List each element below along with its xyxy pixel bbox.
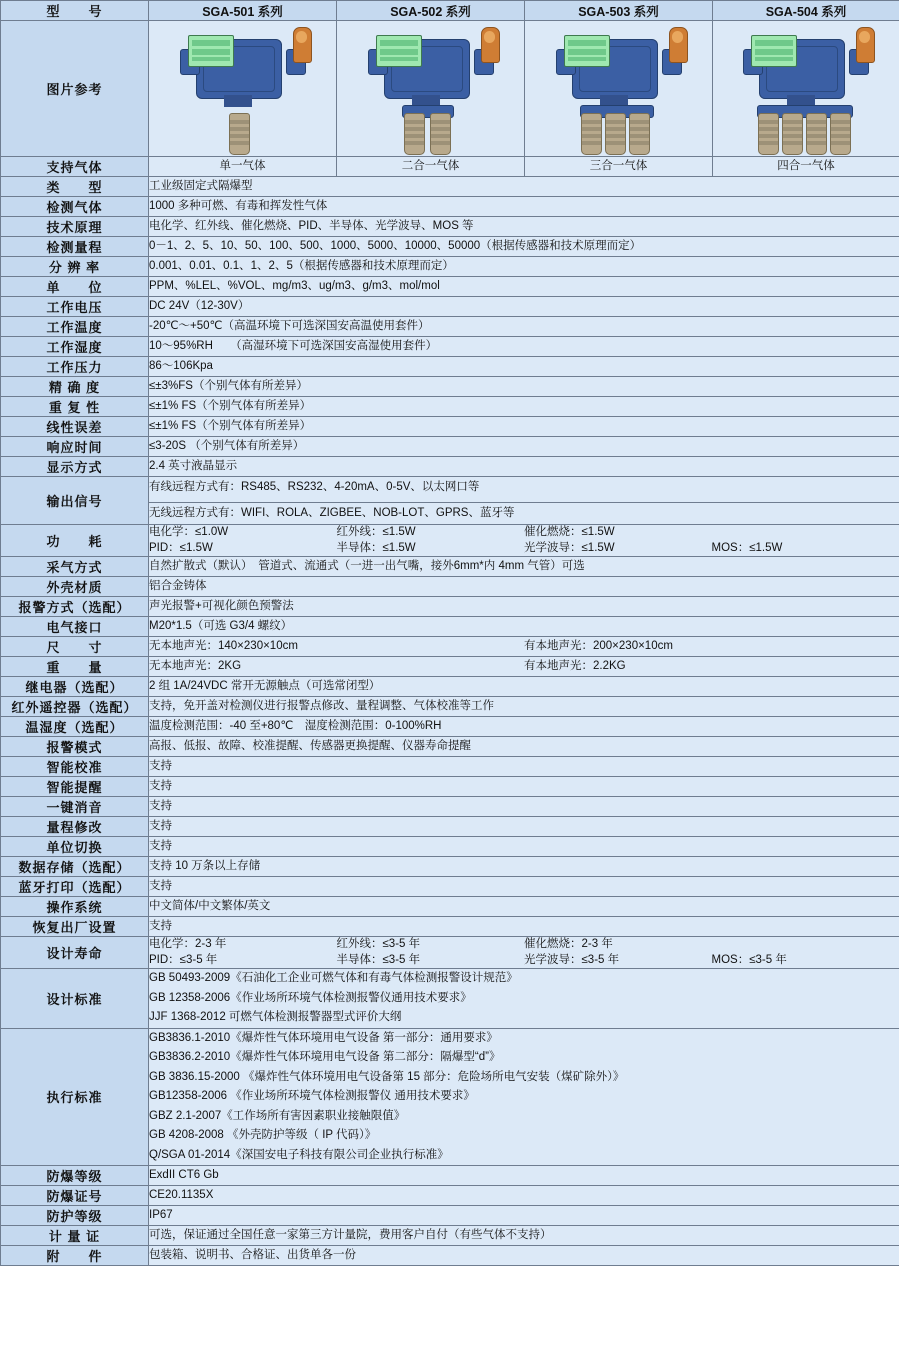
exec-standard-line-1: GB3836.2-2010《爆炸性气体环境用电气设备 第二部分：隔爆型“d”》 bbox=[149, 1051, 501, 1064]
table-row-sampling bbox=[1, 557, 899, 577]
spec-label-dimension: 尺 寸 bbox=[1, 637, 149, 657]
spec-value-range: 0－1、2、5、10、50、100、500、1000、5000、10000、50000（根据传感器和技术原理而定） bbox=[149, 237, 899, 257]
exec-standard-line-2: GB 3836.15-2000 《爆炸性气体环境用电气设备第 15 部分：危险场所电气安装（煤矿除外）》 bbox=[149, 1070, 625, 1083]
spec-label-output-signal: 输出信号 bbox=[1, 477, 149, 525]
table-row-ip-grade bbox=[1, 1206, 899, 1226]
spec-label-accessories: 附 件 bbox=[1, 1246, 149, 1266]
spec-value-output-signal bbox=[149, 477, 899, 525]
spec-label-temperature: 工作温度 bbox=[1, 317, 149, 337]
table-row-principle bbox=[1, 217, 899, 237]
spec-value-weight bbox=[149, 657, 899, 677]
table-row-alarm-type bbox=[1, 597, 899, 617]
support-gas-501: 单一气体 bbox=[149, 157, 337, 177]
exec-standard-line-6: Q/SGA 01-2014《深国安电子科技有限公司企业执行标准》 bbox=[149, 1148, 449, 1161]
power-cell-7: MOS：≤1.5W bbox=[711, 541, 783, 554]
spec-label-pressure: 工作压力 bbox=[1, 357, 149, 377]
spec-label-data-storage: 数据存储（选配） bbox=[1, 857, 149, 877]
table-row-ex-grade bbox=[1, 1166, 899, 1186]
spec-label-design-standard: 设计标准 bbox=[1, 969, 149, 1029]
table-row-housing bbox=[1, 577, 899, 597]
spec-label-response-time: 响应时间 bbox=[1, 437, 149, 457]
table-row-detect-gas bbox=[1, 197, 899, 217]
spec-label-one-key-mute: 一键消音 bbox=[1, 797, 149, 817]
spec-label-linearity: 线性误差 bbox=[1, 417, 149, 437]
spec-label-accuracy: 精 确 度 bbox=[1, 377, 149, 397]
table-row-ir-remote bbox=[1, 697, 899, 717]
spec-label-type: 类 型 bbox=[1, 177, 149, 197]
table-row-range-modify bbox=[1, 817, 899, 837]
model-label: 型 号 bbox=[1, 1, 149, 21]
spec-label-relay: 继电器（选配） bbox=[1, 677, 149, 697]
model-504: SGA-504 系列 bbox=[713, 1, 899, 21]
model-503: SGA-503 系列 bbox=[525, 1, 713, 21]
life-cell-4: PID：≤3-5 年 bbox=[149, 953, 218, 966]
life-cell-2: 催化燃烧：2-3 年 bbox=[524, 938, 613, 951]
gas-detector-icon bbox=[168, 21, 318, 156]
output-signal-wireless: 无线远程方式有：WIFI、ROLA、ZIGBEE、NOB-LOT、GPRS、蓝牙等 bbox=[149, 502, 899, 525]
table-row-voltage bbox=[1, 297, 899, 317]
spec-value-unit: PPM、%LEL、%VOL、mg/m3、ug/m3、g/m3、mol/mol bbox=[149, 277, 899, 297]
exec-standard-line-0: GB3836.1-2010《爆炸性气体环境用电气设备 第一部分：通用要求》 bbox=[149, 1031, 498, 1044]
spec-label-design-life: 设计寿命 bbox=[1, 937, 149, 969]
spec-label-ex-cert: 防爆证号 bbox=[1, 1186, 149, 1206]
spec-label-os: 操作系统 bbox=[1, 897, 149, 917]
spec-label-unit-switch: 单位切换 bbox=[1, 837, 149, 857]
life-cell-3 bbox=[712, 937, 899, 953]
dimension-no-alarm: 无本地声光：140×230×10cm bbox=[149, 639, 298, 652]
spec-value-repeatability: ≤±1% FS（个别气体有所差异） bbox=[149, 397, 899, 417]
spec-value-response-time: ≤3-20S （个别气体有所差异） bbox=[149, 437, 899, 457]
table-row-unit-switch bbox=[1, 837, 899, 857]
spec-value-resolution: 0.001、0.01、0.1、1、2、5（根据传感器和技术原理而定） bbox=[149, 257, 899, 277]
table-row-type bbox=[1, 177, 899, 197]
spec-value-data-storage: 支持 10 万条以上存储 bbox=[149, 857, 899, 877]
table-row-electrical-interface bbox=[1, 617, 899, 637]
table-row-bluetooth-print bbox=[1, 877, 899, 897]
spec-value-os: 中文简体/中文繁体/英文 bbox=[149, 897, 899, 917]
spec-value-smart-calibration: 支持 bbox=[149, 757, 899, 777]
spec-label-alarm-mode: 报警模式 bbox=[1, 737, 149, 757]
power-cell-1: 红外线：≤1.5W bbox=[336, 526, 416, 539]
spec-value-accuracy: ≤±3%FS（个别气体有所差异） bbox=[149, 377, 899, 397]
table-row-pressure bbox=[1, 357, 899, 377]
table-row-os bbox=[1, 897, 899, 917]
spec-value-sampling: 自然扩散式（默认） 管道式、流通式（一进一出气嘴，接外6mm*内 4mm 气管）可选 bbox=[149, 557, 899, 577]
table-row-linearity bbox=[1, 417, 899, 437]
model-501: SGA-501 系列 bbox=[149, 1, 337, 21]
table-row-unit bbox=[1, 277, 899, 297]
device-image-502 bbox=[337, 21, 525, 157]
spec-value-detect-gas: 1000 多种可燃、有毒和挥发性气体 bbox=[149, 197, 899, 217]
table-row-image-reference bbox=[1, 21, 899, 157]
spec-label-range-modify: 量程修改 bbox=[1, 817, 149, 837]
spec-label-smart-reminder: 智能提醒 bbox=[1, 777, 149, 797]
spec-value-temperature: -20℃～+50℃（高温环境下可选深国安高温使用套件） bbox=[149, 317, 899, 337]
spec-value-power bbox=[149, 525, 899, 557]
table-row-response-time bbox=[1, 437, 899, 457]
support-gas-502: 二合一气体 bbox=[337, 157, 525, 177]
power-cell-2: 催化燃烧：≤1.5W bbox=[524, 526, 615, 539]
image-reference-label: 图片参考 bbox=[1, 21, 149, 157]
table-row-relay bbox=[1, 677, 899, 697]
spec-label-factory-reset: 恢复出厂设置 bbox=[1, 917, 149, 937]
gas-detector-icon bbox=[356, 21, 506, 156]
spec-value-one-key-mute: 支持 bbox=[149, 797, 899, 817]
table-row-output-signal bbox=[1, 477, 899, 525]
spec-value-unit-switch: 支持 bbox=[149, 837, 899, 857]
power-cell-4: PID：≤1.5W bbox=[149, 541, 213, 554]
support-gas-label: 支持气体 bbox=[1, 157, 149, 177]
life-cell-0: 电化学：2-3 年 bbox=[149, 938, 227, 951]
table-row-dimension bbox=[1, 637, 899, 657]
spec-label-temp-humidity-option: 温湿度（选配） bbox=[1, 717, 149, 737]
life-cell-5: 半导体：≤3-5 年 bbox=[336, 953, 421, 966]
design-standard-line-0: GB 50493-2009《石油化工企业可燃气体和有毒气体检测报警设计规范》 bbox=[149, 972, 518, 985]
spec-value-ex-grade: ExdII CT6 Gb bbox=[149, 1166, 899, 1186]
design-standard-line-2: JJF 1368-2012 可燃气体检测报警器型式评价大纲 bbox=[149, 1011, 402, 1024]
spec-value-range-modify: 支持 bbox=[149, 817, 899, 837]
output-signal-wired: 有线远程方式有：RS485、RS232、4-20mA、0-5V、以太网口等 bbox=[149, 481, 480, 493]
spec-label-ip-grade: 防护等级 bbox=[1, 1206, 149, 1226]
spec-label-resolution: 分 辨 率 bbox=[1, 257, 149, 277]
spec-label-voltage: 工作电压 bbox=[1, 297, 149, 317]
spec-label-range: 检测量程 bbox=[1, 237, 149, 257]
spec-label-unit: 单 位 bbox=[1, 277, 149, 297]
spec-value-ex-cert: CE20.1135X bbox=[149, 1186, 899, 1206]
dimension-with-alarm: 有本地声光：200×230×10cm bbox=[524, 639, 673, 652]
table-row-temp-humidity-option bbox=[1, 717, 899, 737]
design-standard-line-1: GB 12358-2006《作业场所环境气体检测报警仪通用技术要求》 bbox=[149, 991, 472, 1004]
support-gas-503: 三合一气体 bbox=[525, 157, 713, 177]
table-row-ex-cert bbox=[1, 1186, 899, 1206]
spec-value-design-life bbox=[149, 937, 899, 969]
spec-label-display: 显示方式 bbox=[1, 457, 149, 477]
device-image-503 bbox=[525, 21, 713, 157]
spec-value-design-standard bbox=[149, 969, 899, 1029]
spec-label-smart-calibration: 智能校准 bbox=[1, 757, 149, 777]
spec-value-exec-standard bbox=[149, 1028, 899, 1166]
spec-value-dimension bbox=[149, 637, 899, 657]
table-row-accessories bbox=[1, 1246, 899, 1266]
device-image-501 bbox=[149, 21, 337, 157]
table-row-display bbox=[1, 457, 899, 477]
spec-label-ex-grade: 防爆等级 bbox=[1, 1166, 149, 1186]
spec-label-power: 功 耗 bbox=[1, 525, 149, 557]
table-row-support-gas bbox=[1, 157, 899, 177]
life-cell-7: MOS：≤3-5 年 bbox=[711, 953, 787, 966]
support-gas-504: 四合一气体 bbox=[713, 157, 899, 177]
spec-value-ir-remote: 支持，免开盖对检测仪进行报警点修改、量程调整、气体校准等工作 bbox=[149, 697, 899, 717]
table-row-resolution bbox=[1, 257, 899, 277]
life-cell-6: 光学波导：≤3-5 年 bbox=[524, 953, 620, 966]
spec-label-metrology-cert: 计 量 证 bbox=[1, 1226, 149, 1246]
spec-label-bluetooth-print: 蓝牙打印（选配） bbox=[1, 877, 149, 897]
spec-value-pressure: 86～106Kpa bbox=[149, 357, 899, 377]
spec-label-alarm-type: 报警方式（选配） bbox=[1, 597, 149, 617]
power-cell-5: 半导体：≤1.5W bbox=[336, 541, 416, 554]
life-cell-1: 红外线：≤3-5 年 bbox=[336, 938, 421, 951]
spec-value-metrology-cert: 可选，保证通过全国任意一家第三方计量院，费用客户自付（有些气体不支持） bbox=[149, 1226, 899, 1246]
spec-value-electrical-interface: M20*1.5（可选 G3/4 螺纹） bbox=[149, 617, 899, 637]
table-row-accuracy bbox=[1, 377, 899, 397]
table-row-factory-reset bbox=[1, 917, 899, 937]
gas-detector-icon bbox=[544, 21, 694, 156]
table-row-range bbox=[1, 237, 899, 257]
spec-value-linearity: ≤±1% FS（个别气体有所差异） bbox=[149, 417, 899, 437]
device-image-504 bbox=[713, 21, 899, 157]
table-row-temperature bbox=[1, 317, 899, 337]
power-cell-0: 电化学：≤1.0W bbox=[149, 526, 229, 539]
spec-label-housing: 外壳材质 bbox=[1, 577, 149, 597]
table-row-repeatability bbox=[1, 397, 899, 417]
spec-label-humidity: 工作湿度 bbox=[1, 337, 149, 357]
power-cell-3 bbox=[712, 525, 899, 541]
table-row-design-life bbox=[1, 937, 899, 969]
spec-value-alarm-mode: 高报、低报、故障、校准提醒、传感器更换提醒、仪器寿命提醒 bbox=[149, 737, 899, 757]
table-row-power-consumption bbox=[1, 525, 899, 557]
exec-standard-line-5: GB 4208-2008 《外壳防护等级（ IP 代码）》 bbox=[149, 1129, 377, 1142]
spec-label-ir-remote: 红外遥控器（选配） bbox=[1, 697, 149, 717]
table-row-humidity bbox=[1, 337, 899, 357]
table-row-exec-standard bbox=[1, 1028, 899, 1166]
spec-value-ip-grade: IP67 bbox=[149, 1206, 899, 1226]
weight-no-alarm: 无本地声光：2KG bbox=[149, 659, 242, 672]
spec-label-detect-gas: 检测气体 bbox=[1, 197, 149, 217]
table-row-smart-reminder bbox=[1, 777, 899, 797]
table-row-design-standard bbox=[1, 969, 899, 1029]
spec-value-alarm-type: 声光报警+可视化颜色预警法 bbox=[149, 597, 899, 617]
table-row-smart-calibration bbox=[1, 757, 899, 777]
spec-value-temp-humidity-option: 温度检测范围：-40 至+80℃ 湿度检测范围：0-100%RH bbox=[149, 717, 899, 737]
power-cell-6: 光学波导：≤1.5W bbox=[524, 541, 615, 554]
table-row-model-header bbox=[1, 1, 899, 21]
model-502: SGA-502 系列 bbox=[337, 1, 525, 21]
spec-label-electrical-interface: 电气接口 bbox=[1, 617, 149, 637]
gas-detector-icon bbox=[731, 21, 881, 156]
spec-value-type: 工业级固定式隔爆型 bbox=[149, 177, 899, 197]
spec-value-relay: 2 组 1A/24VDC 常开无源触点（可选常闭型） bbox=[149, 677, 899, 697]
spec-value-principle: 电化学、红外线、催化燃烧、PID、半导体、光学波导、MOS 等 bbox=[149, 217, 899, 237]
spec-value-factory-reset: 支持 bbox=[149, 917, 899, 937]
spec-value-smart-reminder: 支持 bbox=[149, 777, 899, 797]
table-row-metrology-cert bbox=[1, 1226, 899, 1246]
spec-label-repeatability: 重 复 性 bbox=[1, 397, 149, 417]
spec-label-exec-standard: 执行标准 bbox=[1, 1028, 149, 1166]
table-row-alarm-mode bbox=[1, 737, 899, 757]
spec-value-humidity: 10～95%RH （高湿环境下可选深国安高湿使用套件） bbox=[149, 337, 899, 357]
spec-label-weight: 重 量 bbox=[1, 657, 149, 677]
spec-value-bluetooth-print: 支持 bbox=[149, 877, 899, 897]
table-row-one-key-mute bbox=[1, 797, 899, 817]
table-row-data-storage bbox=[1, 857, 899, 877]
spec-value-display: 2.4 英寸液晶显示 bbox=[149, 457, 899, 477]
spec-label-sampling: 采气方式 bbox=[1, 557, 149, 577]
spec-value-housing: 铝合金铸体 bbox=[149, 577, 899, 597]
weight-with-alarm: 有本地声光：2.2KG bbox=[524, 659, 626, 672]
spec-value-accessories: 包装箱、说明书、合格证、出货单各一份 bbox=[149, 1246, 899, 1266]
spec-value-voltage: DC 24V（12-30V） bbox=[149, 297, 899, 317]
exec-standard-line-4: GBZ 2.1-2007《工作场所有害因素职业接触限值》 bbox=[149, 1109, 406, 1122]
table-row-weight bbox=[1, 657, 899, 677]
exec-standard-line-3: GB12358-2006 《作业场所环境气体检测报警仪 通用技术要求》 bbox=[149, 1090, 475, 1103]
spec-label-principle: 技术原理 bbox=[1, 217, 149, 237]
